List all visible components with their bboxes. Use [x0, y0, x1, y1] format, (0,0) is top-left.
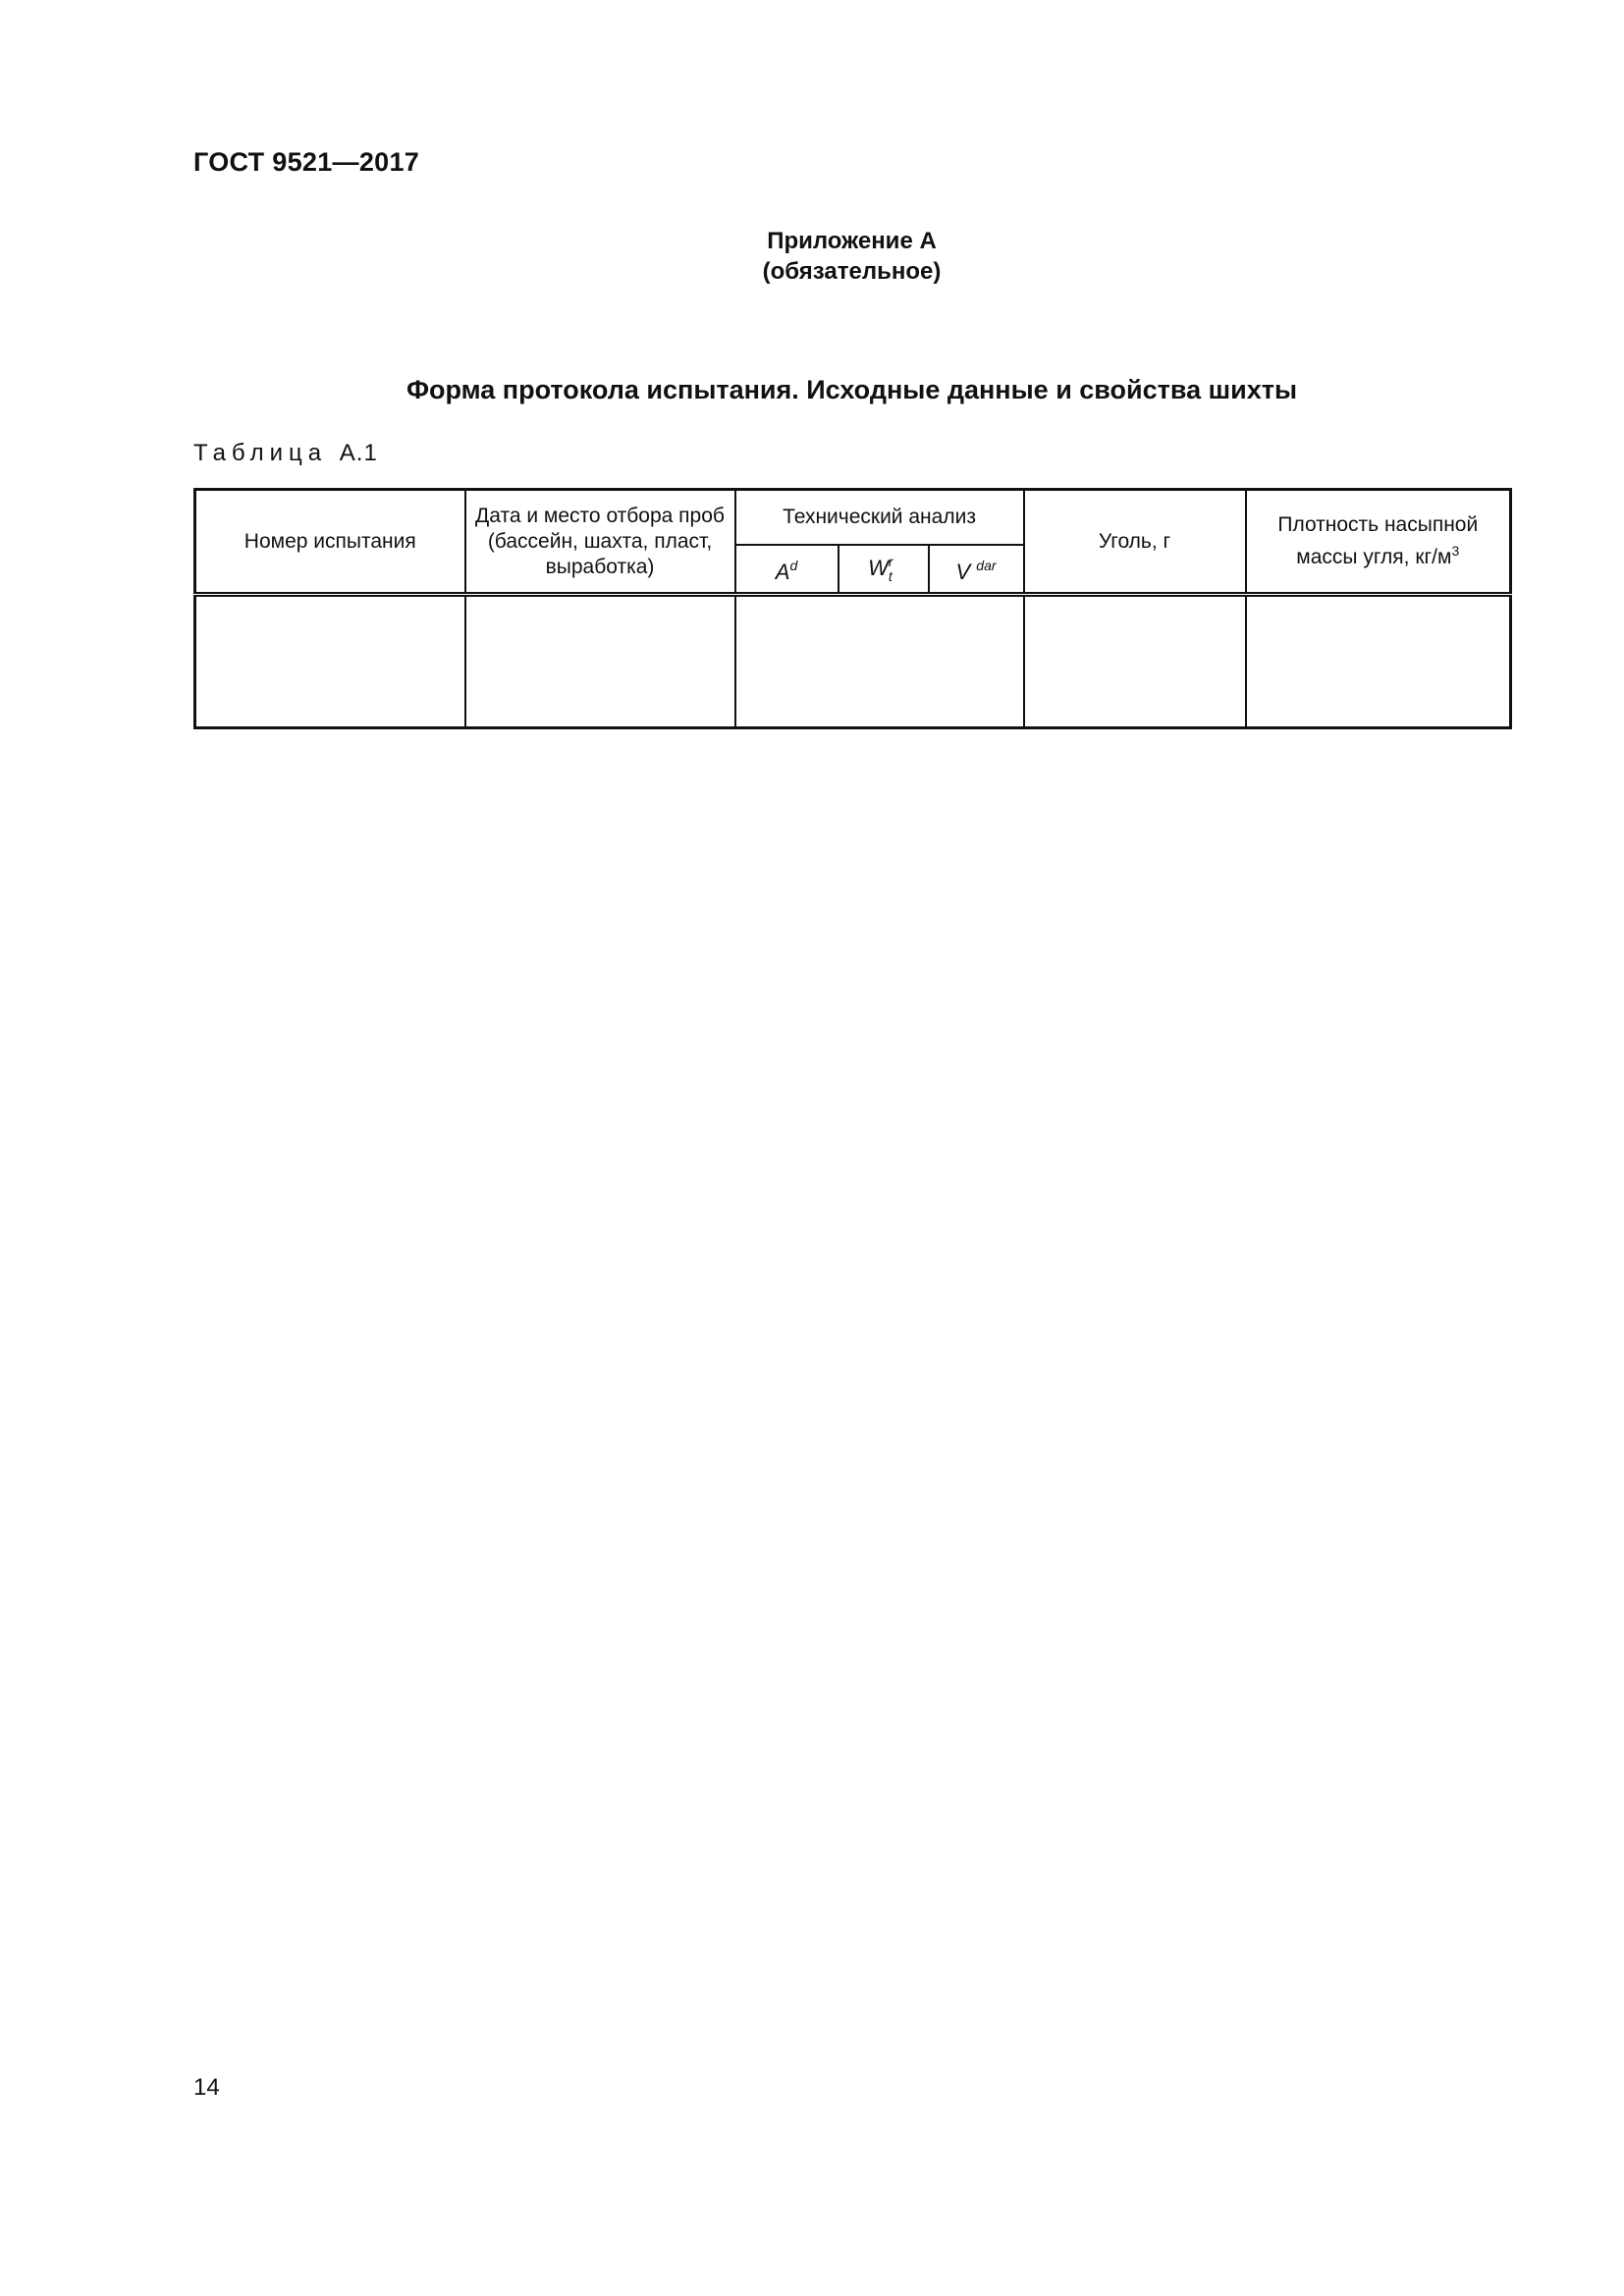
header-density-label: Плотность насыпной массы угля, кг/м [1277, 513, 1479, 568]
ash-symbol: A [775, 559, 790, 584]
moisture-sub: t [888, 568, 893, 585]
header-density [1246, 490, 1511, 595]
cell-coal [1024, 595, 1246, 728]
moisture-sup: r [888, 554, 893, 570]
appendix-heading [0, 226, 1624, 287]
header-moisture [839, 545, 929, 595]
cell-test-number [195, 595, 465, 728]
volatile-sup: dar [976, 557, 997, 573]
cell-density [1246, 595, 1511, 728]
document-code: ГОСТ 9521—2017 [193, 147, 420, 177]
appendix-status: (обязательное) [762, 258, 942, 285]
appendix-title: Приложение А [767, 228, 937, 254]
protocol-table [193, 488, 1512, 729]
header-coal: Уголь, г [1024, 490, 1246, 595]
header-ash [735, 545, 839, 595]
header-volatile [929, 545, 1024, 595]
header-tech-analysis: Технический анализ [735, 490, 1024, 546]
cell-tech-analysis [735, 595, 1024, 728]
moisture-symbol: W [868, 556, 889, 580]
table-caption-label: Таблица [193, 440, 328, 466]
cell-sampling [465, 595, 735, 728]
ash-sup: d [789, 557, 798, 573]
table-row [195, 595, 1511, 728]
header-density-sup: 3 [1451, 543, 1460, 559]
header-sampling: Дата и место отбора проб (бассейн, шахта, пласт, выработка) [465, 490, 735, 595]
volatile-symbol: V [955, 559, 971, 584]
table-caption-number: А.1 [339, 440, 378, 466]
table-caption [193, 440, 378, 467]
header-test-number: Номер испытания [195, 490, 465, 595]
form-title: Форма протокола испытания. Исходные данные и свойства шихты [406, 375, 1298, 404]
page-number: 14 [193, 2074, 220, 2101]
